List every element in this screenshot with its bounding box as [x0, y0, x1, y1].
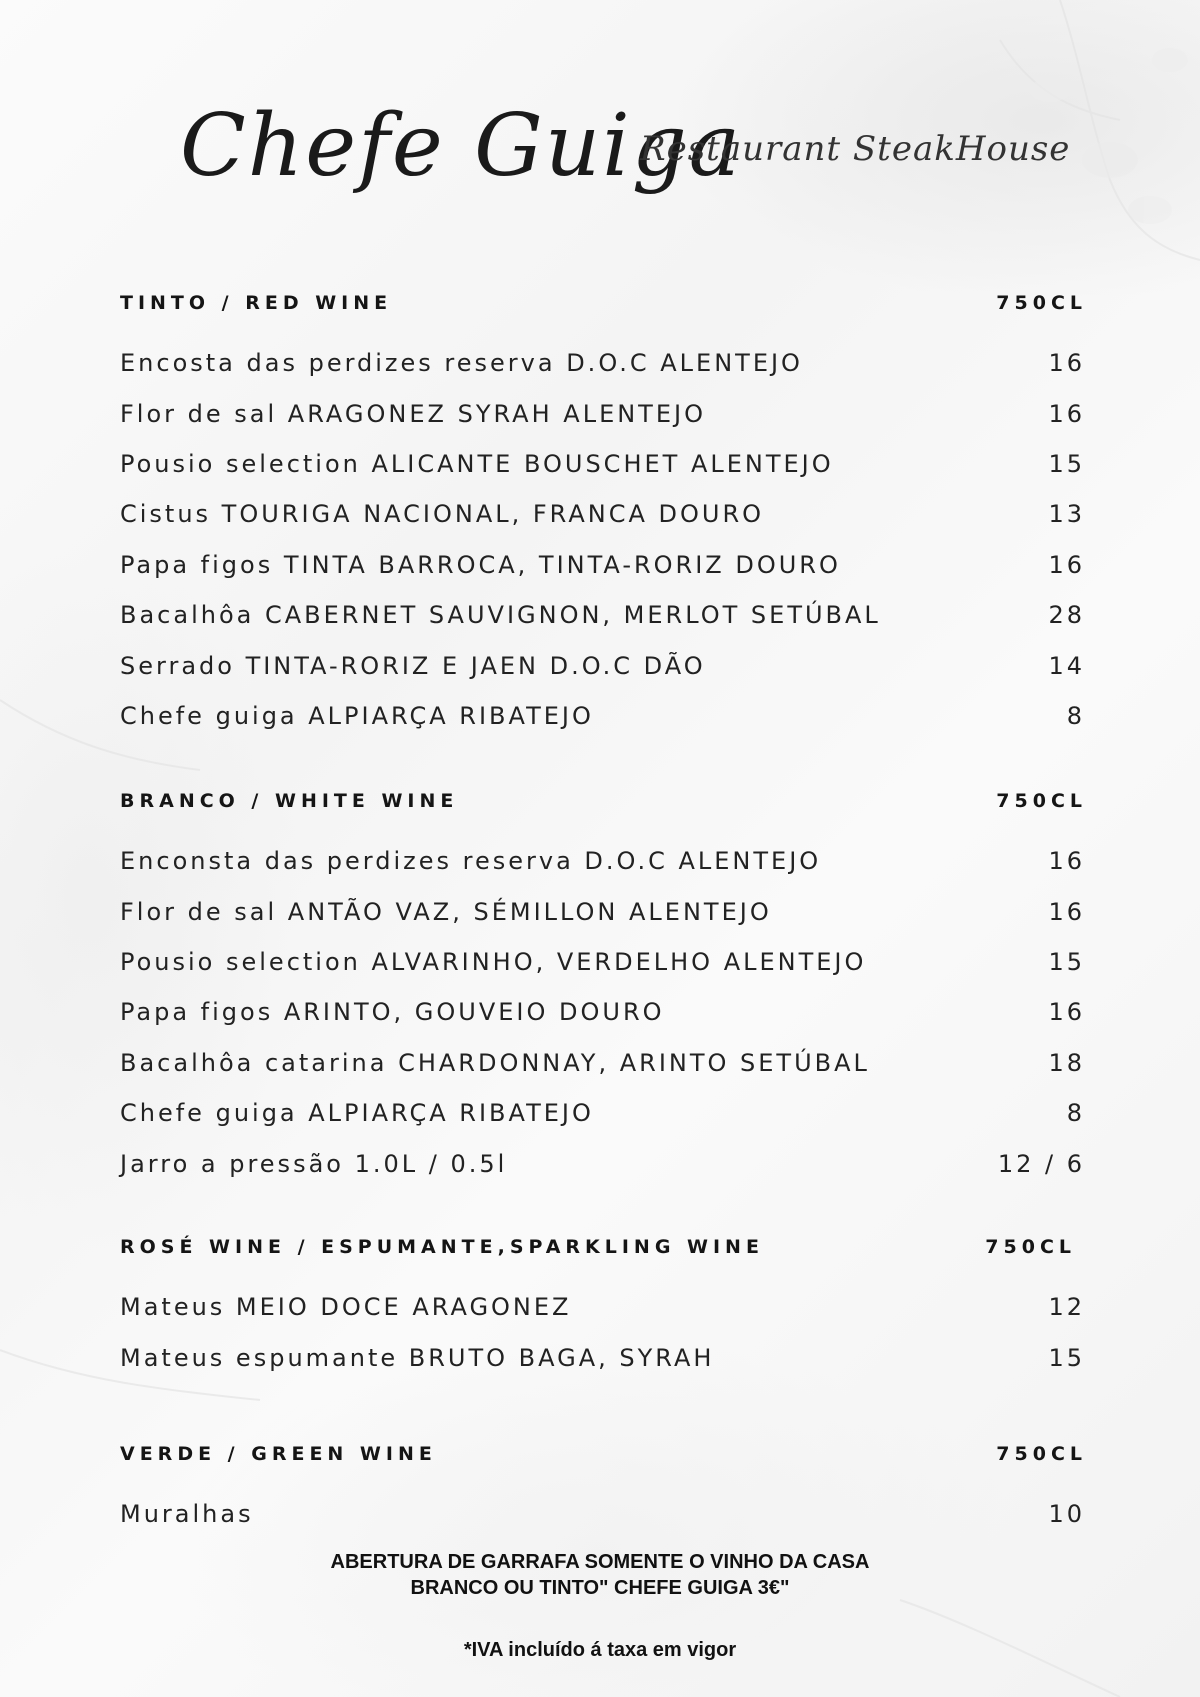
wine-price: 15 [1048, 449, 1085, 478]
wine-row [120, 886, 1085, 936]
wine-name: Serrado TINTA-RORIZ E JAEN D.O.C DÃO [120, 651, 706, 680]
wine-list [120, 1489, 1085, 1539]
wine-name: Flor de sal ARAGONEZ SYRAH ALENTEJO [120, 399, 706, 428]
wine-name: Bacalhôa CABERNET SAUVIGNON, MERLOT SETÚBAL [120, 601, 881, 630]
wine-price: 13 [1048, 500, 1085, 529]
section-white-wine [120, 786, 1087, 1189]
wine-row [120, 640, 1085, 690]
wine-row [120, 937, 1085, 987]
wine-row [120, 338, 1085, 388]
wine-price: 15 [1048, 947, 1085, 976]
wine-price: 16 [1048, 897, 1085, 926]
wine-row [120, 1282, 1085, 1332]
section-header [120, 288, 1087, 318]
restaurant-logo [0, 70, 1200, 240]
wine-list [120, 836, 1085, 1189]
wine-price: 14 [1048, 651, 1085, 680]
section-rose-sparkling-wine [120, 1232, 1085, 1383]
wine-price: 16 [1048, 998, 1085, 1027]
wine-row [120, 691, 1085, 741]
wine-price: 8 [1066, 1099, 1085, 1128]
tax-note: *IVA incluído á taxa em vigor [463, 1639, 737, 1661]
corkage-note [0, 1549, 1200, 1601]
wine-row [120, 1332, 1085, 1382]
wine-name: Cistus TOURIGA NACIONAL, FRANCA DOURO [120, 500, 765, 529]
wine-row [120, 590, 1085, 640]
wine-name: Chefe guiga ALPIARÇA RIBATEJO [120, 1099, 594, 1128]
wine-row [120, 1489, 1085, 1539]
wine-name: Jarro a pressão 1.0L / 0.5l [120, 1149, 508, 1178]
wine-price: 28 [1048, 601, 1085, 630]
section-title: TINTO / RED WINE [120, 292, 393, 314]
wine-price: 15 [1048, 1343, 1085, 1372]
wine-price: 10 [1048, 1500, 1085, 1529]
wine-price: 16 [1048, 349, 1085, 378]
wine-row [120, 540, 1085, 590]
section-volume: 750CL [985, 1236, 1076, 1258]
corkage-note-line-1: ABERTURA DE GARRAFA SOMENTE O VINHO DA CASA [330, 1551, 870, 1573]
wine-name: Chefe guiga ALPIARÇA RIBATEJO [120, 701, 594, 730]
wine-name: Encosta das perdizes reserva D.O.C ALENTEJO [120, 349, 803, 378]
wine-name: Papa figos TINTA BARROCA, TINTA-RORIZ DOURO [120, 550, 841, 579]
section-header [120, 1439, 1087, 1469]
wine-name: Flor de sal ANTÃO VAZ, SÉMILLON ALENTEJO [120, 897, 772, 926]
section-red-wine [120, 288, 1087, 741]
section-title: VERDE / GREEN WINE [120, 1443, 437, 1465]
wine-list [120, 1282, 1085, 1383]
logo-title: Chefe Guiga [180, 96, 743, 196]
wine-price: 18 [1048, 1048, 1085, 1077]
corkage-note-line-2: BRANCO OU TINTO" CHEFE GUIGA 3€" [410, 1577, 790, 1599]
wine-row [120, 439, 1085, 489]
wine-row [120, 489, 1085, 539]
section-header [120, 786, 1087, 816]
wine-name: Mateus espumante BRUTO BAGA, SYRAH [120, 1343, 715, 1372]
wine-price: 16 [1048, 550, 1085, 579]
wine-row [120, 836, 1085, 886]
wine-row [120, 388, 1085, 438]
wine-price: 16 [1048, 399, 1085, 428]
wine-price: 12 [1048, 1293, 1085, 1322]
wine-price: 16 [1048, 847, 1085, 876]
wine-row [120, 987, 1085, 1037]
wine-name: Bacalhôa catarina CHARDONNAY, ARINTO SETÚBAL [120, 1048, 870, 1077]
wine-name: Mateus MEIO DOCE ARAGONEZ [120, 1293, 572, 1322]
logo-subtitle: Restaurant SteakHouse [640, 129, 1071, 169]
section-volume: 750CL [996, 790, 1087, 812]
wine-row [120, 1038, 1085, 1088]
wine-row [120, 1088, 1085, 1138]
section-title: BRANCO / WHITE WINE [120, 790, 459, 812]
wine-name: Pousio selection ALVARINHO, VERDELHO ALENTEJO [120, 947, 867, 976]
section-volume: 750CL [996, 1443, 1087, 1465]
wine-price: 12 / 6 [997, 1149, 1085, 1178]
wine-row [120, 1138, 1085, 1188]
wine-name: Papa figos ARINTO, GOUVEIO DOURO [120, 998, 665, 1027]
section-title: ROSÉ WINE / ESPUMANTE,SPARKLING WINE [120, 1236, 764, 1258]
wine-name: Pousio selection ALICANTE BOUSCHET ALENTEJO [120, 449, 834, 478]
wine-price: 8 [1066, 701, 1085, 730]
wine-name: Enconsta das perdizes reserva D.O.C ALENTEJO [120, 847, 822, 876]
section-header [120, 1232, 1082, 1262]
wine-list [120, 338, 1085, 741]
wine-name: Muralhas [120, 1500, 254, 1529]
section-volume: 750CL [996, 292, 1087, 314]
section-green-wine [120, 1439, 1087, 1539]
